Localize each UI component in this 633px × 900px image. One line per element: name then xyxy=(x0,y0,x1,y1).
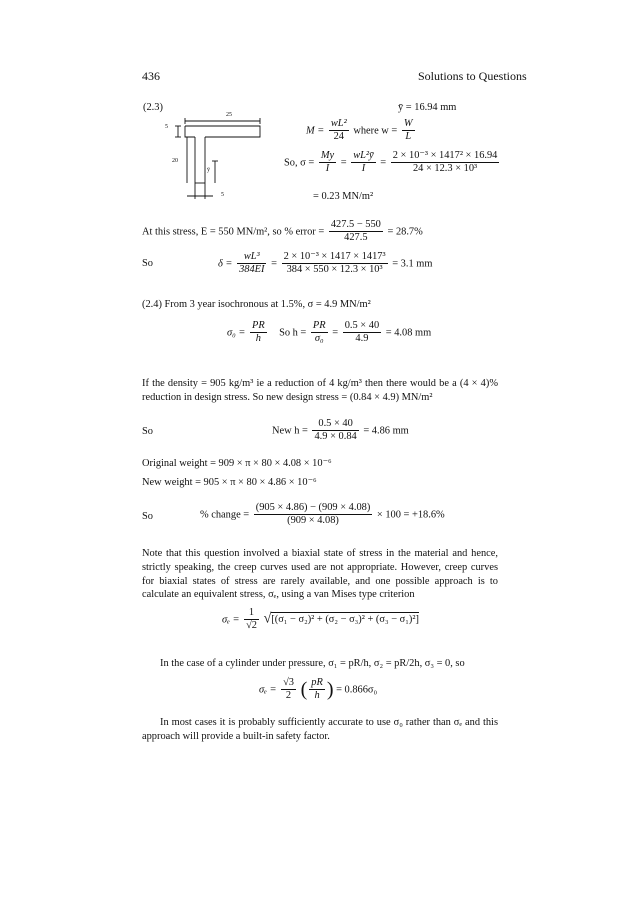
moment-equation xyxy=(306,118,417,144)
so-h: So h = xyxy=(279,327,307,339)
sigma0-lhs: σ₀ = xyxy=(227,327,246,339)
change-num: (905 × 4.86) − (909 × 4.08) xyxy=(255,502,371,513)
delta-den: 384EI xyxy=(239,264,265,276)
von-mises-equation xyxy=(222,607,419,633)
stress-result: = 0.23 MN/m² xyxy=(313,191,374,202)
wl2y-den: I xyxy=(351,162,375,175)
equals: = xyxy=(271,258,277,270)
m-where: where w = xyxy=(353,125,398,137)
equals: = xyxy=(380,157,387,169)
deflection-equation xyxy=(218,251,432,277)
percent-change-equation xyxy=(200,502,445,528)
page-number: 436 xyxy=(142,69,160,83)
stress-equation xyxy=(284,150,501,176)
sigma-e-lhs: σₑ = xyxy=(222,614,240,626)
delta-calc-num: 2 × 10⁻³ × 1417 × 1417³ xyxy=(283,251,386,262)
ybar-value: ȳ = 16.94 mm xyxy=(398,102,457,113)
so-label-delta: So xyxy=(142,258,153,269)
change-fraction xyxy=(254,502,373,528)
w-num: W xyxy=(403,118,413,129)
original-weight: Original weight = 909 × π × 80 × 4.08 × 10⁻⁶ xyxy=(142,458,332,469)
m-den: 24 xyxy=(329,130,349,143)
newh-result: = 4.86 mm xyxy=(363,425,409,437)
pr-over-h xyxy=(309,677,325,703)
question-2-4-intro: (2.4) From 3 year isochronous at 1.5%, σ = 4.9 MN/m² xyxy=(142,299,371,310)
m-lhs: M = xyxy=(306,125,325,137)
pr-sigma0-fraction xyxy=(311,320,328,346)
newh-num: 0.5 × 40 xyxy=(318,418,353,429)
m-num: wL² xyxy=(330,118,347,129)
equals: = xyxy=(332,327,339,339)
one-over-root2 xyxy=(244,607,259,633)
pr-num-2: pR xyxy=(311,677,323,688)
h-calc-num: 0.5 × 40 xyxy=(344,320,380,331)
h-calc-fraction xyxy=(343,320,381,346)
sigma-e2-lhs: σₑ = xyxy=(259,684,277,696)
density-paragraph: If the density = 905 kg/m³ ie a reduction of 4 kg/m³ then there would be a (4 × 4)% reduction in design stress. So new design stress = (0.84 × 4.9) MN/m² xyxy=(142,378,498,403)
equals: = xyxy=(340,157,347,169)
root3-over-2 xyxy=(281,677,296,703)
figure-dim-web-height: 20 xyxy=(172,158,178,164)
note-paragraph: Note that this question involved a biaxial state of stress in the material and hence, strictly speaking, the creep curves used are not appropriate. However, creep curves for biaxial states of stress are rarely available, and one possible approach is to calculate an equivalent stress, σₑ, using a van Mises type criterion xyxy=(142,548,498,601)
stress-calc-den: 24 × 12.3 × 10³ xyxy=(391,162,500,175)
so-label-change: So xyxy=(142,511,153,522)
my-fraction xyxy=(319,150,336,176)
figure-dim-left: 5 xyxy=(165,124,168,130)
h-den: h xyxy=(250,332,267,345)
wl2y-num: wL²ȳ xyxy=(353,150,374,161)
pr-num: PR xyxy=(251,320,265,331)
so-sigma: So, σ = xyxy=(284,157,315,169)
change-result: × 100 = +18.6% xyxy=(376,509,445,521)
stress-text: At this stress, E = 550 MN/m², so % error = xyxy=(142,226,325,238)
error-fraction xyxy=(329,219,383,245)
new-thickness-equation xyxy=(272,418,409,444)
delta-result: = 3.1 mm xyxy=(392,258,433,270)
h-result: = 4.08 mm xyxy=(385,327,432,339)
delta-lhs: δ = xyxy=(218,258,233,270)
stress-calc-fraction xyxy=(391,150,500,176)
stress-calc-num: 2 × 10⁻³ × 1417² × 16.94 xyxy=(392,150,498,161)
newh-fraction xyxy=(312,418,358,444)
change-lhs: % change = xyxy=(200,509,250,521)
w-fraction xyxy=(402,118,415,144)
delta-fraction xyxy=(237,251,266,277)
new-weight: New weight = 905 × π × 80 × 4.86 × 10⁻⁶ xyxy=(142,477,317,488)
pr-h-fraction xyxy=(250,320,267,346)
error-num: 427.5 − 550 xyxy=(330,219,381,230)
h-calc-den: 4.9 xyxy=(343,332,381,345)
one-num: 1 xyxy=(248,607,255,618)
root-body: [(σ₁ − σ₂)² + (σ₂ − σ₃)² + (σ₃ − σ₁)²] xyxy=(271,614,419,626)
error-den: 427.5 xyxy=(329,231,383,244)
cylinder-paragraph: In the case of a cylinder under pressure, σ₁ = pR/h, σ₂ = pR/2h, σ₃ = 0, so xyxy=(160,658,465,669)
paren-close: ) xyxy=(326,678,334,701)
wl2y-fraction xyxy=(351,150,375,176)
delta-calc-den: 384 × 550 × 12.3 × 10³ xyxy=(282,263,388,276)
m-fraction xyxy=(329,118,349,144)
figure-dim-ybar: ȳ xyxy=(207,167,210,173)
error-result: = 28.7% xyxy=(387,226,423,238)
final-paragraph: In most cases it is probably sufficiently accurate to use σ₀ rather than σₑ and this approach will provide a built-in safety factor. xyxy=(142,717,498,742)
sigma0-den: σ₀ xyxy=(311,332,328,345)
newh-den: 4.9 × 0.84 xyxy=(314,431,357,443)
h-den-2: h xyxy=(309,689,325,702)
root2-den: √2 xyxy=(246,620,257,632)
change-den: (909 × 4.08) xyxy=(254,514,373,527)
my-num: My xyxy=(320,150,335,161)
newh-lhs: New h = xyxy=(272,425,308,437)
thickness-equation xyxy=(227,320,431,346)
delta-num: wL³ xyxy=(243,251,260,262)
error-equation xyxy=(142,219,423,245)
root-sign: √ xyxy=(263,611,272,627)
t-section-figure xyxy=(165,113,275,213)
running-title: Solutions to Questions xyxy=(418,69,527,83)
paren-open: ( xyxy=(300,678,308,701)
my-den: I xyxy=(319,162,336,175)
so-label-newh: So xyxy=(142,426,153,437)
root3-num: √3 xyxy=(283,677,294,688)
w-den: L xyxy=(402,130,415,143)
sigma-e2-result: = 0.866σ₀ xyxy=(336,684,378,696)
cylinder-equivalent-stress xyxy=(259,677,377,703)
pr2-num: PR xyxy=(312,320,326,331)
figure-dim-top: 25 xyxy=(226,112,232,118)
figure-dim-bottom: 5 xyxy=(221,192,224,198)
two-den: 2 xyxy=(281,689,296,702)
question-label-2-3: (2.3) xyxy=(143,102,163,113)
delta-calc-fraction xyxy=(282,251,388,277)
